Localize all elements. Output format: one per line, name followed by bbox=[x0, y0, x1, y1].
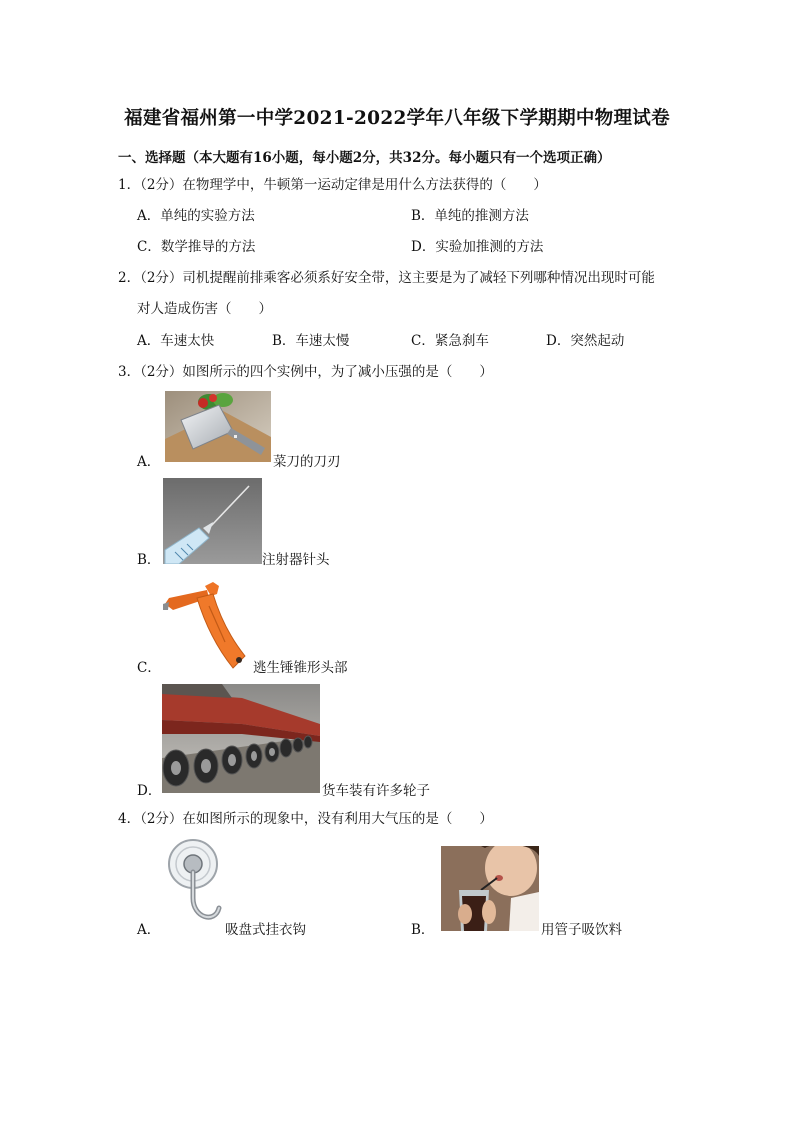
suction-hook-icon bbox=[163, 836, 223, 932]
question-3-option-b-letter: B． bbox=[137, 552, 161, 568]
question-2-stem-line1: 2．（2分）司机提醒前排乘客必须系好安全带，这主要是为了减轻下列哪种情况出现时可能 bbox=[118, 270, 655, 286]
question-4-stem: 4．（2分）在如图所示的现象中，没有利用大气压的是（ ） bbox=[118, 811, 493, 827]
drinking-straw-icon bbox=[441, 846, 539, 931]
truck-wheels-icon bbox=[162, 684, 320, 793]
question-3-option-c-letter: C． bbox=[137, 660, 161, 676]
question-1-option-c: C．数学推导的方法 bbox=[137, 239, 256, 255]
question-3-option-b-caption: 注射器针头 bbox=[262, 552, 330, 568]
question-2-option-b: B．车速太慢 bbox=[272, 333, 350, 349]
question-3-option-a-letter: A． bbox=[137, 454, 161, 470]
question-4-option-a-letter: A． bbox=[137, 922, 161, 938]
question-3-option-d-letter: D． bbox=[137, 783, 162, 799]
syringe-icon bbox=[163, 478, 262, 564]
question-3-stem: 3．（2分）如图所示的四个实例中，为了减小压强的是（ ） bbox=[118, 364, 493, 380]
safety-hammer-icon bbox=[163, 580, 251, 674]
question-1-stem: 1．（2分）在物理学中，牛顿第一运动定律是用什么方法获得的（ ） bbox=[118, 177, 547, 193]
question-3-option-d-caption: 货车装有许多轮子 bbox=[322, 783, 430, 799]
question-4-option-a-caption: 吸盘式挂衣钩 bbox=[225, 922, 306, 938]
question-1-option-a: A．单纯的实验方法 bbox=[137, 208, 255, 224]
question-2-stem-line2: 对人造成伤害（ ） bbox=[137, 301, 272, 317]
question-1-option-b: B．单纯的推测方法 bbox=[411, 208, 529, 224]
question-3-option-a-caption: 菜刀的刀刃 bbox=[273, 454, 341, 470]
page-title: 福建省福州第一中学2021-2022学年八年级下学期期中物理试卷 bbox=[124, 108, 670, 129]
kitchen-knife-icon bbox=[165, 391, 271, 462]
question-2-option-c: C．紧急刹车 bbox=[411, 333, 489, 349]
question-1-option-d: D．实验加推测的方法 bbox=[411, 239, 544, 255]
section-heading: 一、选择题（本大题有16小题，每小题2分，共32分。每小题只有一个选项正确） bbox=[118, 150, 611, 166]
question-3-option-c-caption: 逃生锤锥形头部 bbox=[253, 660, 348, 676]
question-2-option-d: D．突然起动 bbox=[546, 333, 625, 349]
question-4-option-b-caption: 用管子吸饮料 bbox=[541, 922, 622, 938]
question-2-option-a: A．车速太快 bbox=[137, 333, 215, 349]
question-4-option-b-letter: B． bbox=[411, 922, 435, 938]
